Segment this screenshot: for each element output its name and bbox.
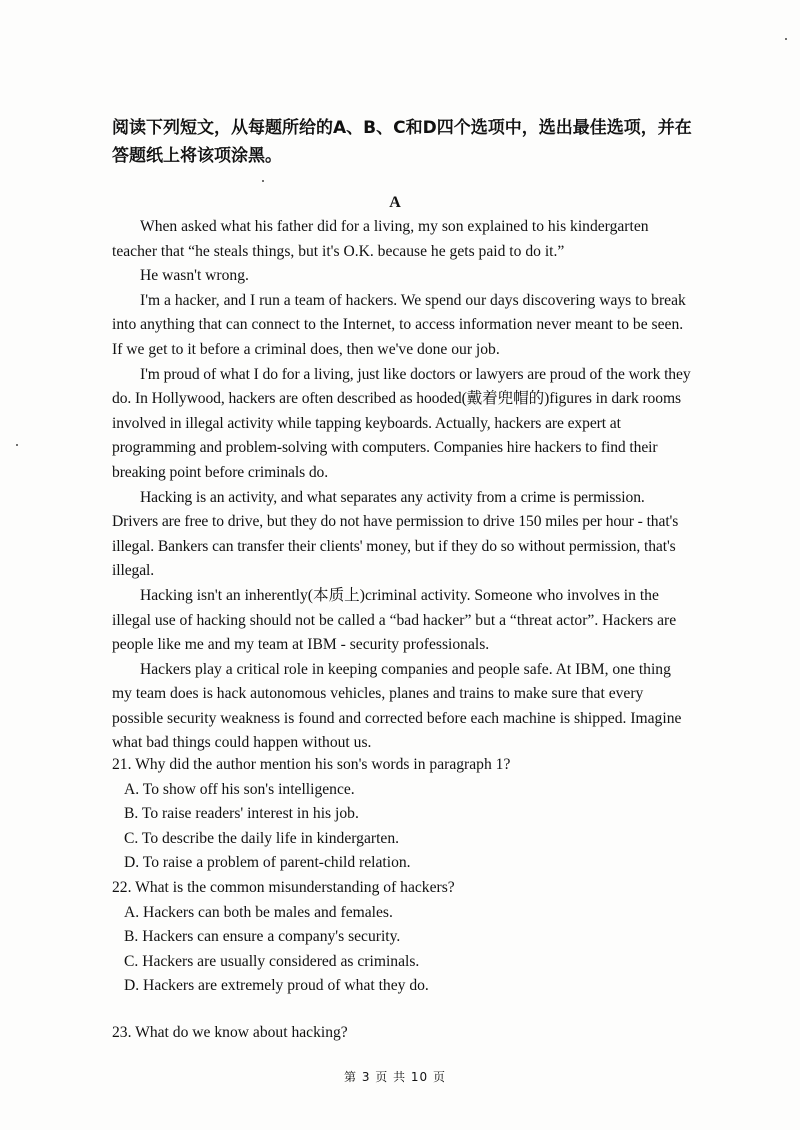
scan-speck [262,180,264,182]
question-21 [112,753,692,876]
option-c: C. Hackers are usually considered as criminals. [124,952,420,970]
instructions-line-1: 阅读下列短文，从每题所给的A、B、C和D四个选项中，选出最佳选项，并在 [112,118,692,138]
instructions [112,114,702,170]
option-a: A. Hackers can both be males and females. [124,903,393,921]
paragraph-4: I'm proud of what I do for a living, just like doctors or lawyers are proud of the work they do. In Hollywood, hackers are often described as hooded(戴着兜帽的)figures in dark rooms involved in illegal activity while tapping keyboards. Actually, hackers are expert at programming and problem-solving with computers. Companies hire hackers to find their breaking point before criminals do. [112,365,691,481]
page-number-footer: 第 3 页 共 10 页 [344,1070,446,1084]
paragraph-6: Hacking isn't an inherently(本质上)criminal activity. Someone who involves in the illegal use of hacking should not be called a “bad hacker” but a “threat actor”. Hackers are people like me and my team at IBM - security professionals. [112,586,677,654]
option-d: D. Hackers are extremely proud of what they do. [124,977,429,995]
paragraph-5: Hacking is an activity, and what separates any activity from a crime is permission. Drivers are free to drive, but they do not have permission to drive 150 miles per hour - that's illegal. Bankers can transfer their clients' money, but if they do so without permission, that's illegal. [112,488,679,580]
question-list [112,753,692,1046]
scan-speck [16,444,18,446]
option-d: D. To raise a problem of parent-child relation. [124,854,411,872]
question-stem: 23. What do we know about hacking? [112,1023,348,1041]
reading-passage [112,215,692,756]
paragraph-3: I'm a hacker, and I run a team of hackers. We spend our days discovering ways to break into anything that can connect to the Internet, to access information never meant to be seen. If we get to it before a criminal does, then we've done our job. [112,291,686,358]
option-c: C. To describe the daily life in kindergarten. [124,829,400,847]
option-a: A. To show off his son's intelligence. [124,780,355,798]
question-22 [112,876,692,999]
instructions-line-2: 答题纸上将该项涂黑。 [112,146,282,166]
question-stem: 22. What is the common misunderstanding of hackers? [112,878,455,896]
paragraph-1: When asked what his father did for a living, my son explained to his kindergarten teacher that “he steals things, but it's O.K. because he gets paid to do it.” [112,218,649,260]
question-stem: 21. Why did the author mention his son's words in paragraph 1? [112,756,511,773]
option-b: B. To raise readers' interest in his job. [124,805,359,823]
paragraph-2: He wasn't wrong. [140,267,249,285]
scan-speck [785,38,787,40]
question-23 [112,1021,692,1046]
section-title: A [389,194,401,211]
option-b: B. Hackers can ensure a company's security. [124,928,401,946]
paragraph-7: Hackers play a critical role in keeping companies and people safe. At IBM, one thing my team does is hack autonomous vehicles, planes and trains to make sure that every possible security weakness is found and corrected before each machine is shipped. Imagine what bad things could happen without us. [112,660,682,752]
